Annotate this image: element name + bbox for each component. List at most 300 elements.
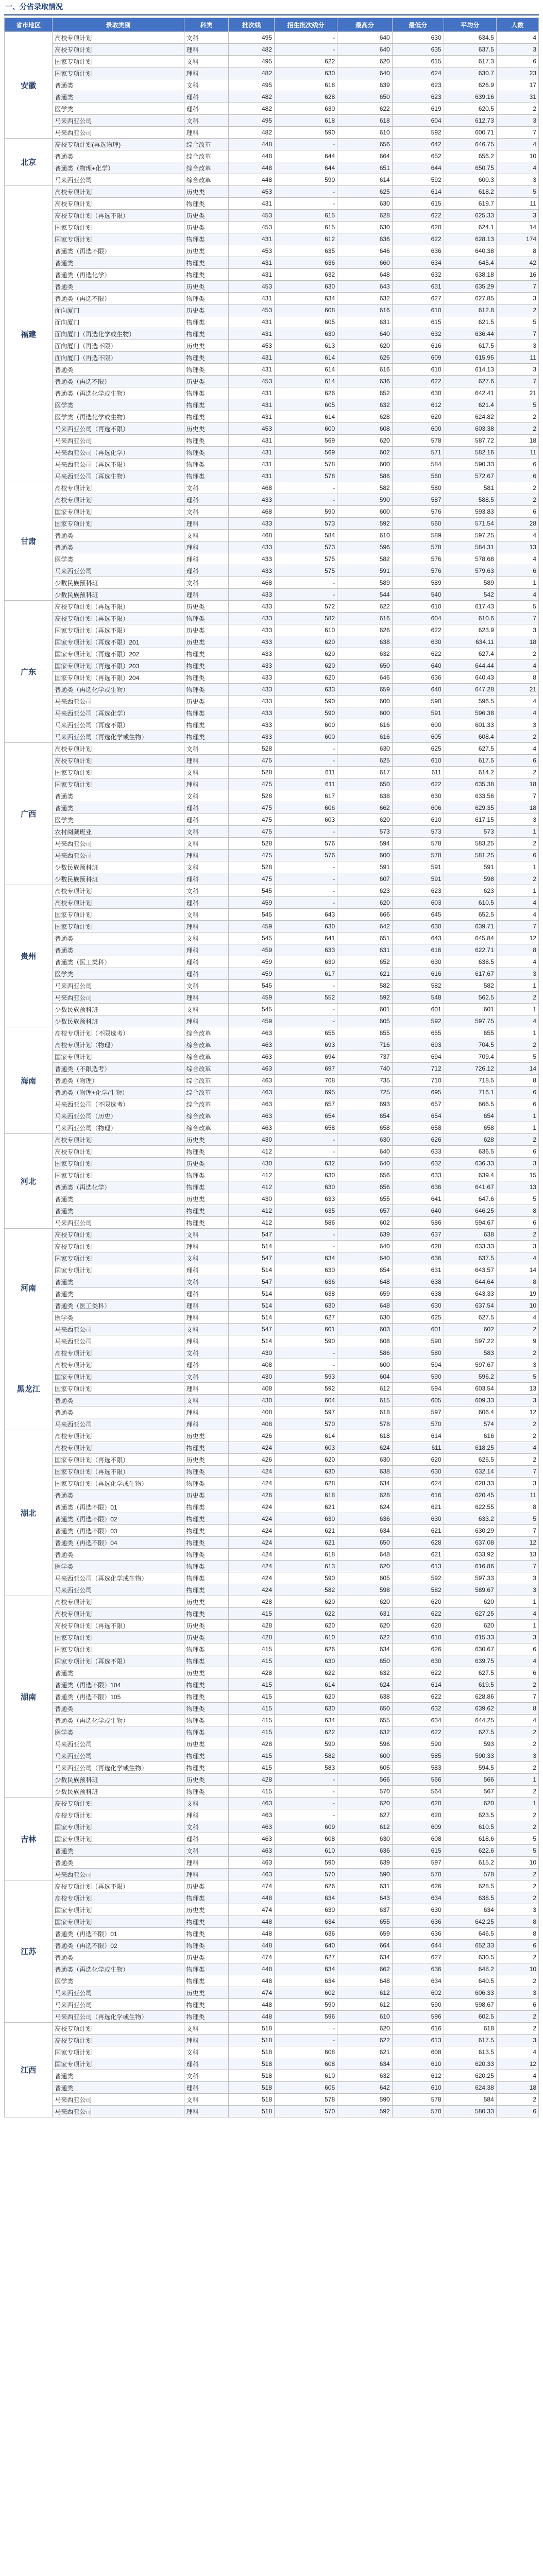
batch-score-cell: - xyxy=(275,482,337,494)
avg-score-cell: 597.33 xyxy=(444,1572,496,1584)
count-cell: 2 xyxy=(496,2094,538,2106)
batch-score-cell: 636 xyxy=(275,257,337,269)
count-cell: 6 xyxy=(496,1087,538,1098)
avg-score-cell: 597.25 xyxy=(444,530,496,541)
avg-score-cell: 644.25 xyxy=(444,1715,496,1726)
min-score-cell: 608 xyxy=(392,1833,444,1845)
category-cell: 少数民族预科班 xyxy=(53,1774,184,1786)
subject-cell: 物理类 xyxy=(184,1549,229,1561)
avg-score-cell: 620.45 xyxy=(444,1489,496,1501)
subject-cell: 理科 xyxy=(184,1809,229,1821)
batch-score-cell: 576 xyxy=(275,838,337,850)
min-score-cell: 623 xyxy=(392,79,444,91)
category-cell: 高校专项计划 xyxy=(53,885,184,897)
category-cell: 国家专项计划 xyxy=(53,222,184,233)
count-cell: 2 xyxy=(496,873,538,885)
subject-cell: 物理类 xyxy=(184,1584,229,1596)
category-cell: 高校专项计划（物理） xyxy=(53,1039,184,1051)
count-cell: 7 xyxy=(496,921,538,933)
avg-score-cell: 643.57 xyxy=(444,1264,496,1276)
max-score-cell: 624 xyxy=(337,1501,393,1513)
category-cell: 少数民族预科班 xyxy=(53,577,184,589)
province-cell: 海南 xyxy=(5,1027,53,1134)
avg-score-cell: 608.4 xyxy=(444,731,496,743)
category-cell: 医学类 xyxy=(53,1726,184,1738)
batch-line-cell: 448 xyxy=(229,1963,275,1975)
category-cell: 马来西亚公司 xyxy=(53,1418,184,1430)
subject-cell: 文科 xyxy=(184,1229,229,1241)
max-score-cell: 636 xyxy=(337,1513,393,1525)
count-cell: 7 xyxy=(496,281,538,293)
min-score-cell: 615 xyxy=(392,1845,444,1857)
max-score-cell: 591 xyxy=(337,861,393,873)
min-score-cell: 632 xyxy=(392,1703,444,1715)
subject-cell: 文科 xyxy=(184,2094,229,2106)
batch-line-cell: 482 xyxy=(229,67,275,79)
subject-cell: 物理类 xyxy=(184,1892,229,1904)
avg-score-cell: 621.5 xyxy=(444,316,496,328)
max-score-cell: 640 xyxy=(337,1158,393,1170)
count-cell: 4 xyxy=(496,1252,538,1264)
table-row xyxy=(5,1063,539,1075)
subject-cell: 文科 xyxy=(184,861,229,873)
batch-score-cell: 630 xyxy=(275,1264,337,1276)
batch-line-cell: 433 xyxy=(229,731,275,743)
subject-cell: 综合改革 xyxy=(184,150,229,162)
batch-line-cell: 547 xyxy=(229,1324,275,1335)
batch-line-cell: 431 xyxy=(229,269,275,281)
batch-score-cell: - xyxy=(275,139,337,150)
max-score-cell: 620 xyxy=(337,1798,393,1809)
avg-score-cell: 597.67 xyxy=(444,1359,496,1371)
max-score-cell: 603 xyxy=(337,1324,393,1335)
min-score-cell: 630 xyxy=(392,636,444,648)
batch-line-cell: 430 xyxy=(229,1134,275,1146)
avg-score-cell: 606.33 xyxy=(444,1987,496,1999)
subject-cell: 理科 xyxy=(184,1241,229,1252)
avg-score-cell: 578 xyxy=(444,1869,496,1880)
table-row xyxy=(5,1691,539,1703)
max-score-cell: 626 xyxy=(337,624,393,636)
avg-score-cell: 625.33 xyxy=(444,210,496,222)
batch-score-cell: 593 xyxy=(275,1371,337,1383)
count-cell: 1 xyxy=(496,1596,538,1608)
max-score-cell: 634 xyxy=(337,1952,393,1963)
count-cell: 2 xyxy=(496,482,538,494)
count-cell: 8 xyxy=(496,672,538,684)
count-cell: 6 xyxy=(496,850,538,861)
count-cell: 5 xyxy=(496,1513,538,1525)
table-row xyxy=(5,1418,539,1430)
avg-score-cell: 582 xyxy=(444,980,496,992)
min-score-cell: 622 xyxy=(392,1726,444,1738)
count-cell: 5 xyxy=(496,399,538,411)
category-cell: 马来西亚公司 xyxy=(53,1869,184,1880)
avg-score-cell: 624.1 xyxy=(444,222,496,233)
max-score-cell: 632 xyxy=(337,293,393,304)
avg-score-cell: 640.5 xyxy=(444,1975,496,1987)
table-row xyxy=(5,1750,539,1762)
table-row xyxy=(5,921,539,933)
batch-score-cell: 586 xyxy=(275,1217,337,1229)
batch-score-cell: 600 xyxy=(275,719,337,731)
subject-cell: 物理类 xyxy=(184,1466,229,1478)
max-score-cell: 737 xyxy=(337,1051,393,1063)
subject-cell: 物理类 xyxy=(184,1999,229,2011)
province-cell: 河南 xyxy=(5,1229,53,1347)
batch-score-cell: 630 xyxy=(275,956,337,968)
count-cell: 2 xyxy=(496,1726,538,1738)
min-score-cell: 590 xyxy=(392,1335,444,1347)
batch-score-cell: 578 xyxy=(275,2094,337,2106)
subject-cell: 文科 xyxy=(184,482,229,494)
max-score-cell: 648 xyxy=(337,269,393,281)
subject-cell: 历史类 xyxy=(184,1738,229,1750)
batch-line-cell: 431 xyxy=(229,387,275,399)
max-score-cell: 652 xyxy=(337,956,393,968)
min-score-cell: 657 xyxy=(392,1098,444,1110)
count-cell: 9 xyxy=(496,1335,538,1347)
batch-score-cell: 582 xyxy=(275,1584,337,1596)
category-cell: 普通类 xyxy=(53,1703,184,1715)
count-cell: 5 xyxy=(496,316,538,328)
table-row xyxy=(5,731,539,743)
category-cell: 国家专项计划（再选不限） xyxy=(53,1454,184,1466)
avg-score-cell: 602.5 xyxy=(444,2011,496,2023)
count-cell: 174 xyxy=(496,233,538,245)
table-row xyxy=(5,1406,539,1418)
count-cell: 42 xyxy=(496,257,538,269)
min-score-cell: 578 xyxy=(392,541,444,553)
min-score-cell: 583 xyxy=(392,1762,444,1774)
min-score-cell: 614 xyxy=(392,1430,444,1442)
table-row xyxy=(5,352,539,364)
batch-line-cell: 433 xyxy=(229,565,275,577)
category-cell: 高校专项计划 xyxy=(53,1134,184,1146)
batch-line-cell: 463 xyxy=(229,1087,275,1098)
table-row xyxy=(5,1821,539,1833)
batch-score-cell: 626 xyxy=(275,387,337,399)
avg-score-cell: 613.5 xyxy=(444,2046,496,2058)
max-score-cell: 602 xyxy=(337,1217,393,1229)
batch-score-cell: 634 xyxy=(275,1963,337,1975)
batch-score-cell: 630 xyxy=(275,281,337,293)
count-cell: 7 xyxy=(496,1525,538,1537)
table-row xyxy=(5,1087,539,1098)
table-row xyxy=(5,2011,539,2023)
batch-score-cell: 635 xyxy=(275,1205,337,1217)
avg-score-cell: 656.2 xyxy=(444,150,496,162)
min-score-cell: 620 xyxy=(392,1454,444,1466)
batch-line-cell: 431 xyxy=(229,352,275,364)
table-row xyxy=(5,1869,539,1880)
batch-score-cell: 630 xyxy=(275,1703,337,1715)
table-row xyxy=(5,1134,539,1146)
batch-line-cell: 518 xyxy=(229,2023,275,2035)
table-row xyxy=(5,1193,539,1205)
max-score-cell: 631 xyxy=(337,1880,393,1892)
max-score-cell: 582 xyxy=(337,482,393,494)
avg-score-cell: 635.38 xyxy=(444,778,496,790)
batch-line-cell: 412 xyxy=(229,1170,275,1181)
subject-cell: 物理类 xyxy=(184,1217,229,1229)
batch-line-cell: 428 xyxy=(229,1667,275,1679)
page-heading: 一、分省录取情况 xyxy=(5,3,63,11)
category-cell: 马来西亚公司（历史） xyxy=(53,1110,184,1122)
table-row xyxy=(5,2058,539,2070)
count-cell: 5 xyxy=(496,186,538,198)
max-score-cell: 648 xyxy=(337,1300,393,1312)
max-score-cell: 620 xyxy=(337,340,393,352)
subject-cell: 文科 xyxy=(184,1845,229,1857)
subject-cell: 文科 xyxy=(184,1347,229,1359)
count-cell: 2 xyxy=(496,1892,538,1904)
max-score-cell: 650 xyxy=(337,778,393,790)
batch-score-cell: 611 xyxy=(275,778,337,790)
count-cell: 8 xyxy=(496,1075,538,1087)
count-cell: 13 xyxy=(496,1383,538,1395)
max-score-cell: 544 xyxy=(337,589,393,601)
table-row xyxy=(5,293,539,304)
table-row xyxy=(5,1110,539,1122)
table-row xyxy=(5,328,539,340)
min-score-cell: 622 xyxy=(392,233,444,245)
avg-score-cell: 610.5 xyxy=(444,897,496,909)
province-cell: 广西 xyxy=(5,743,53,885)
batch-line-cell: 415 xyxy=(229,1691,275,1703)
table-row xyxy=(5,1963,539,1975)
batch-score-cell: 592 xyxy=(275,1383,337,1395)
subject-cell: 物理类 xyxy=(184,1537,229,1549)
subject-cell: 理科 xyxy=(184,992,229,1004)
batch-score-cell: - xyxy=(275,1004,337,1015)
batch-score-cell: - xyxy=(275,885,337,897)
category-cell: 国家专项计划 xyxy=(53,778,184,790)
max-score-cell: 618 xyxy=(337,1430,393,1442)
count-cell: 12 xyxy=(496,2058,538,2070)
avg-score-cell: 627.5 xyxy=(444,743,496,755)
category-cell: 国家专项计划 xyxy=(53,1632,184,1643)
batch-line-cell: 424 xyxy=(229,1501,275,1513)
batch-score-cell: 608 xyxy=(275,2058,337,2070)
batch-line-cell: 528 xyxy=(229,790,275,802)
max-score-cell: 652 xyxy=(337,387,393,399)
min-score-cell: 620 xyxy=(392,1809,444,1821)
province-cell: 广东 xyxy=(5,601,53,743)
avg-score-cell: 603.54 xyxy=(444,1383,496,1395)
table-row xyxy=(5,1762,539,1774)
max-score-cell: 636 xyxy=(337,376,393,387)
batch-score-cell: 633 xyxy=(275,944,337,956)
subject-cell: 物理类 xyxy=(184,1975,229,1987)
avg-score-cell: 617.5 xyxy=(444,2035,496,2046)
avg-score-cell: 617.5 xyxy=(444,340,496,352)
max-score-cell: 666 xyxy=(337,909,393,921)
table-row xyxy=(5,589,539,601)
batch-score-cell: 628 xyxy=(275,91,337,103)
min-score-cell: 710 xyxy=(392,1075,444,1087)
max-score-cell: 640 xyxy=(337,328,393,340)
min-score-cell: 576 xyxy=(392,553,444,565)
table-row xyxy=(5,1004,539,1015)
table-row xyxy=(5,541,539,553)
subject-cell: 物理类 xyxy=(184,411,229,423)
batch-score-cell: 590 xyxy=(275,1999,337,2011)
table-row xyxy=(5,1572,539,1584)
avg-score-cell: 616.86 xyxy=(444,1561,496,1572)
count-cell: 4 xyxy=(496,897,538,909)
batch-score-cell: 654 xyxy=(275,1110,337,1122)
min-score-cell: 602 xyxy=(392,1987,444,1999)
count-cell: 2 xyxy=(496,1229,538,1241)
category-cell: 普通类（再选不限）01 xyxy=(53,1501,184,1513)
table-row xyxy=(5,210,539,222)
avg-score-cell: 619.7 xyxy=(444,198,496,210)
subject-cell: 文科 xyxy=(184,32,229,44)
category-cell: 普通类 xyxy=(53,1667,184,1679)
batch-score-cell: 572 xyxy=(275,601,337,613)
category-cell: 国家专项计划（再选不限） xyxy=(53,1466,184,1478)
avg-score-cell: 640.38 xyxy=(444,245,496,257)
batch-score-cell: 634 xyxy=(275,293,337,304)
min-score-cell: 614 xyxy=(392,186,444,198)
min-score-cell: 548 xyxy=(392,992,444,1004)
count-cell: 8 xyxy=(496,944,538,956)
max-score-cell: 632 xyxy=(337,2070,393,2082)
batch-line-cell: 408 xyxy=(229,1418,275,1430)
subject-cell: 物理类 xyxy=(184,316,229,328)
min-score-cell: 632 xyxy=(392,328,444,340)
batch-line-cell: 408 xyxy=(229,1359,275,1371)
batch-line-cell: 482 xyxy=(229,127,275,139)
batch-line-cell: 475 xyxy=(229,873,275,885)
table-row xyxy=(5,447,539,459)
avg-score-cell: 620 xyxy=(444,1798,496,1809)
avg-score-cell: 590.33 xyxy=(444,1750,496,1762)
avg-score-cell: 596.5 xyxy=(444,696,496,707)
count-cell: 1 xyxy=(496,1027,538,1039)
category-cell: 普通类 xyxy=(53,944,184,956)
min-score-cell: 636 xyxy=(392,1252,444,1264)
avg-score-cell: 583.25 xyxy=(444,838,496,850)
table-row xyxy=(5,1146,539,1158)
min-score-cell: 620 xyxy=(392,222,444,233)
count-cell: 3 xyxy=(496,1632,538,1643)
table-row xyxy=(5,340,539,352)
batch-score-cell: 640 xyxy=(275,1940,337,1952)
batch-line-cell: 547 xyxy=(229,1229,275,1241)
min-score-cell: 624 xyxy=(392,1478,444,1489)
category-cell: 高校专项计划 xyxy=(53,1430,184,1442)
avg-score-cell: 593.83 xyxy=(444,506,496,518)
avg-score-cell: 619.5 xyxy=(444,1679,496,1691)
batch-score-cell: 608 xyxy=(275,1833,337,1845)
avg-score-cell: 633.92 xyxy=(444,1549,496,1561)
batch-score-cell: 569 xyxy=(275,435,337,447)
min-score-cell: 620 xyxy=(392,411,444,423)
subject-cell: 历史类 xyxy=(184,696,229,707)
max-score-cell: 643 xyxy=(337,1892,393,1904)
avg-score-cell: 630.67 xyxy=(444,1643,496,1655)
avg-score-cell: 639.16 xyxy=(444,91,496,103)
avg-score-cell: 596.2 xyxy=(444,1371,496,1383)
min-score-cell: 596 xyxy=(392,2011,444,2023)
category-cell: 国家专项计划 xyxy=(53,1371,184,1383)
min-score-cell: 624 xyxy=(392,67,444,79)
count-cell: 4 xyxy=(496,2070,538,2082)
count-cell: 4 xyxy=(496,1715,538,1726)
max-score-cell: 620 xyxy=(337,2023,393,2035)
category-cell: 高校专项计划 xyxy=(53,1442,184,1454)
batch-line-cell: 459 xyxy=(229,956,275,968)
category-cell: 国家专项计划 xyxy=(53,56,184,67)
category-cell: 普通类 xyxy=(53,1952,184,1963)
subject-cell: 综合改革 xyxy=(184,1087,229,1098)
avg-score-cell: 624.82 xyxy=(444,411,496,423)
min-score-cell: 638 xyxy=(392,1288,444,1300)
batch-score-cell: 620 xyxy=(275,636,337,648)
batch-line-cell: 468 xyxy=(229,506,275,518)
count-cell: 2 xyxy=(496,1454,538,1466)
count-cell: 10 xyxy=(496,150,538,162)
batch-score-cell: 630 xyxy=(275,1904,337,1916)
avg-score-cell: 634.5 xyxy=(444,32,496,44)
max-score-cell: 650 xyxy=(337,1655,393,1667)
table-row xyxy=(5,1288,539,1300)
category-cell: 马来西亚公司 xyxy=(53,1217,184,1229)
batch-score-cell: 641 xyxy=(275,933,337,944)
table-row xyxy=(5,459,539,470)
table-row xyxy=(5,423,539,435)
min-score-cell: 627 xyxy=(392,1952,444,1963)
province-cell: 吉林 xyxy=(5,1798,53,1880)
category-cell: 马来西亚公司（再选化学或生物） xyxy=(53,1572,184,1584)
count-cell: 19 xyxy=(496,1288,538,1300)
max-score-cell: 617 xyxy=(337,767,393,778)
min-score-cell: 620 xyxy=(392,1620,444,1632)
category-cell: 马来西亚公司（再选化学） xyxy=(53,707,184,719)
batch-line-cell: 495 xyxy=(229,56,275,67)
count-cell: 14 xyxy=(496,1063,538,1075)
table-row xyxy=(5,636,539,648)
table-row xyxy=(5,1015,539,1027)
table-row xyxy=(5,1857,539,1869)
count-cell: 6 xyxy=(496,1217,538,1229)
table-row xyxy=(5,778,539,790)
max-score-cell: 693 xyxy=(337,1098,393,1110)
min-score-cell: 597 xyxy=(392,1857,444,1869)
count-cell: 4 xyxy=(496,1655,538,1667)
max-score-cell: 625 xyxy=(337,186,393,198)
category-cell: 高校专项计划 xyxy=(53,1347,184,1359)
table-row xyxy=(5,1170,539,1181)
category-cell: 普通类（物理） xyxy=(53,1075,184,1087)
max-score-cell: 600 xyxy=(337,696,393,707)
subject-cell: 物理类 xyxy=(184,1786,229,1798)
count-cell: 6 xyxy=(496,56,538,67)
batch-line-cell: 431 xyxy=(229,447,275,459)
count-cell: 2 xyxy=(496,838,538,850)
avg-score-cell: 645.4 xyxy=(444,257,496,269)
table-row xyxy=(5,1726,539,1738)
max-score-cell: 640 xyxy=(337,32,393,44)
count-cell: 3 xyxy=(496,814,538,826)
batch-line-cell: 463 xyxy=(229,1798,275,1809)
avg-score-cell: 622.71 xyxy=(444,944,496,956)
count-cell: 2 xyxy=(496,411,538,423)
min-score-cell: 610 xyxy=(392,814,444,826)
table-row xyxy=(5,909,539,921)
